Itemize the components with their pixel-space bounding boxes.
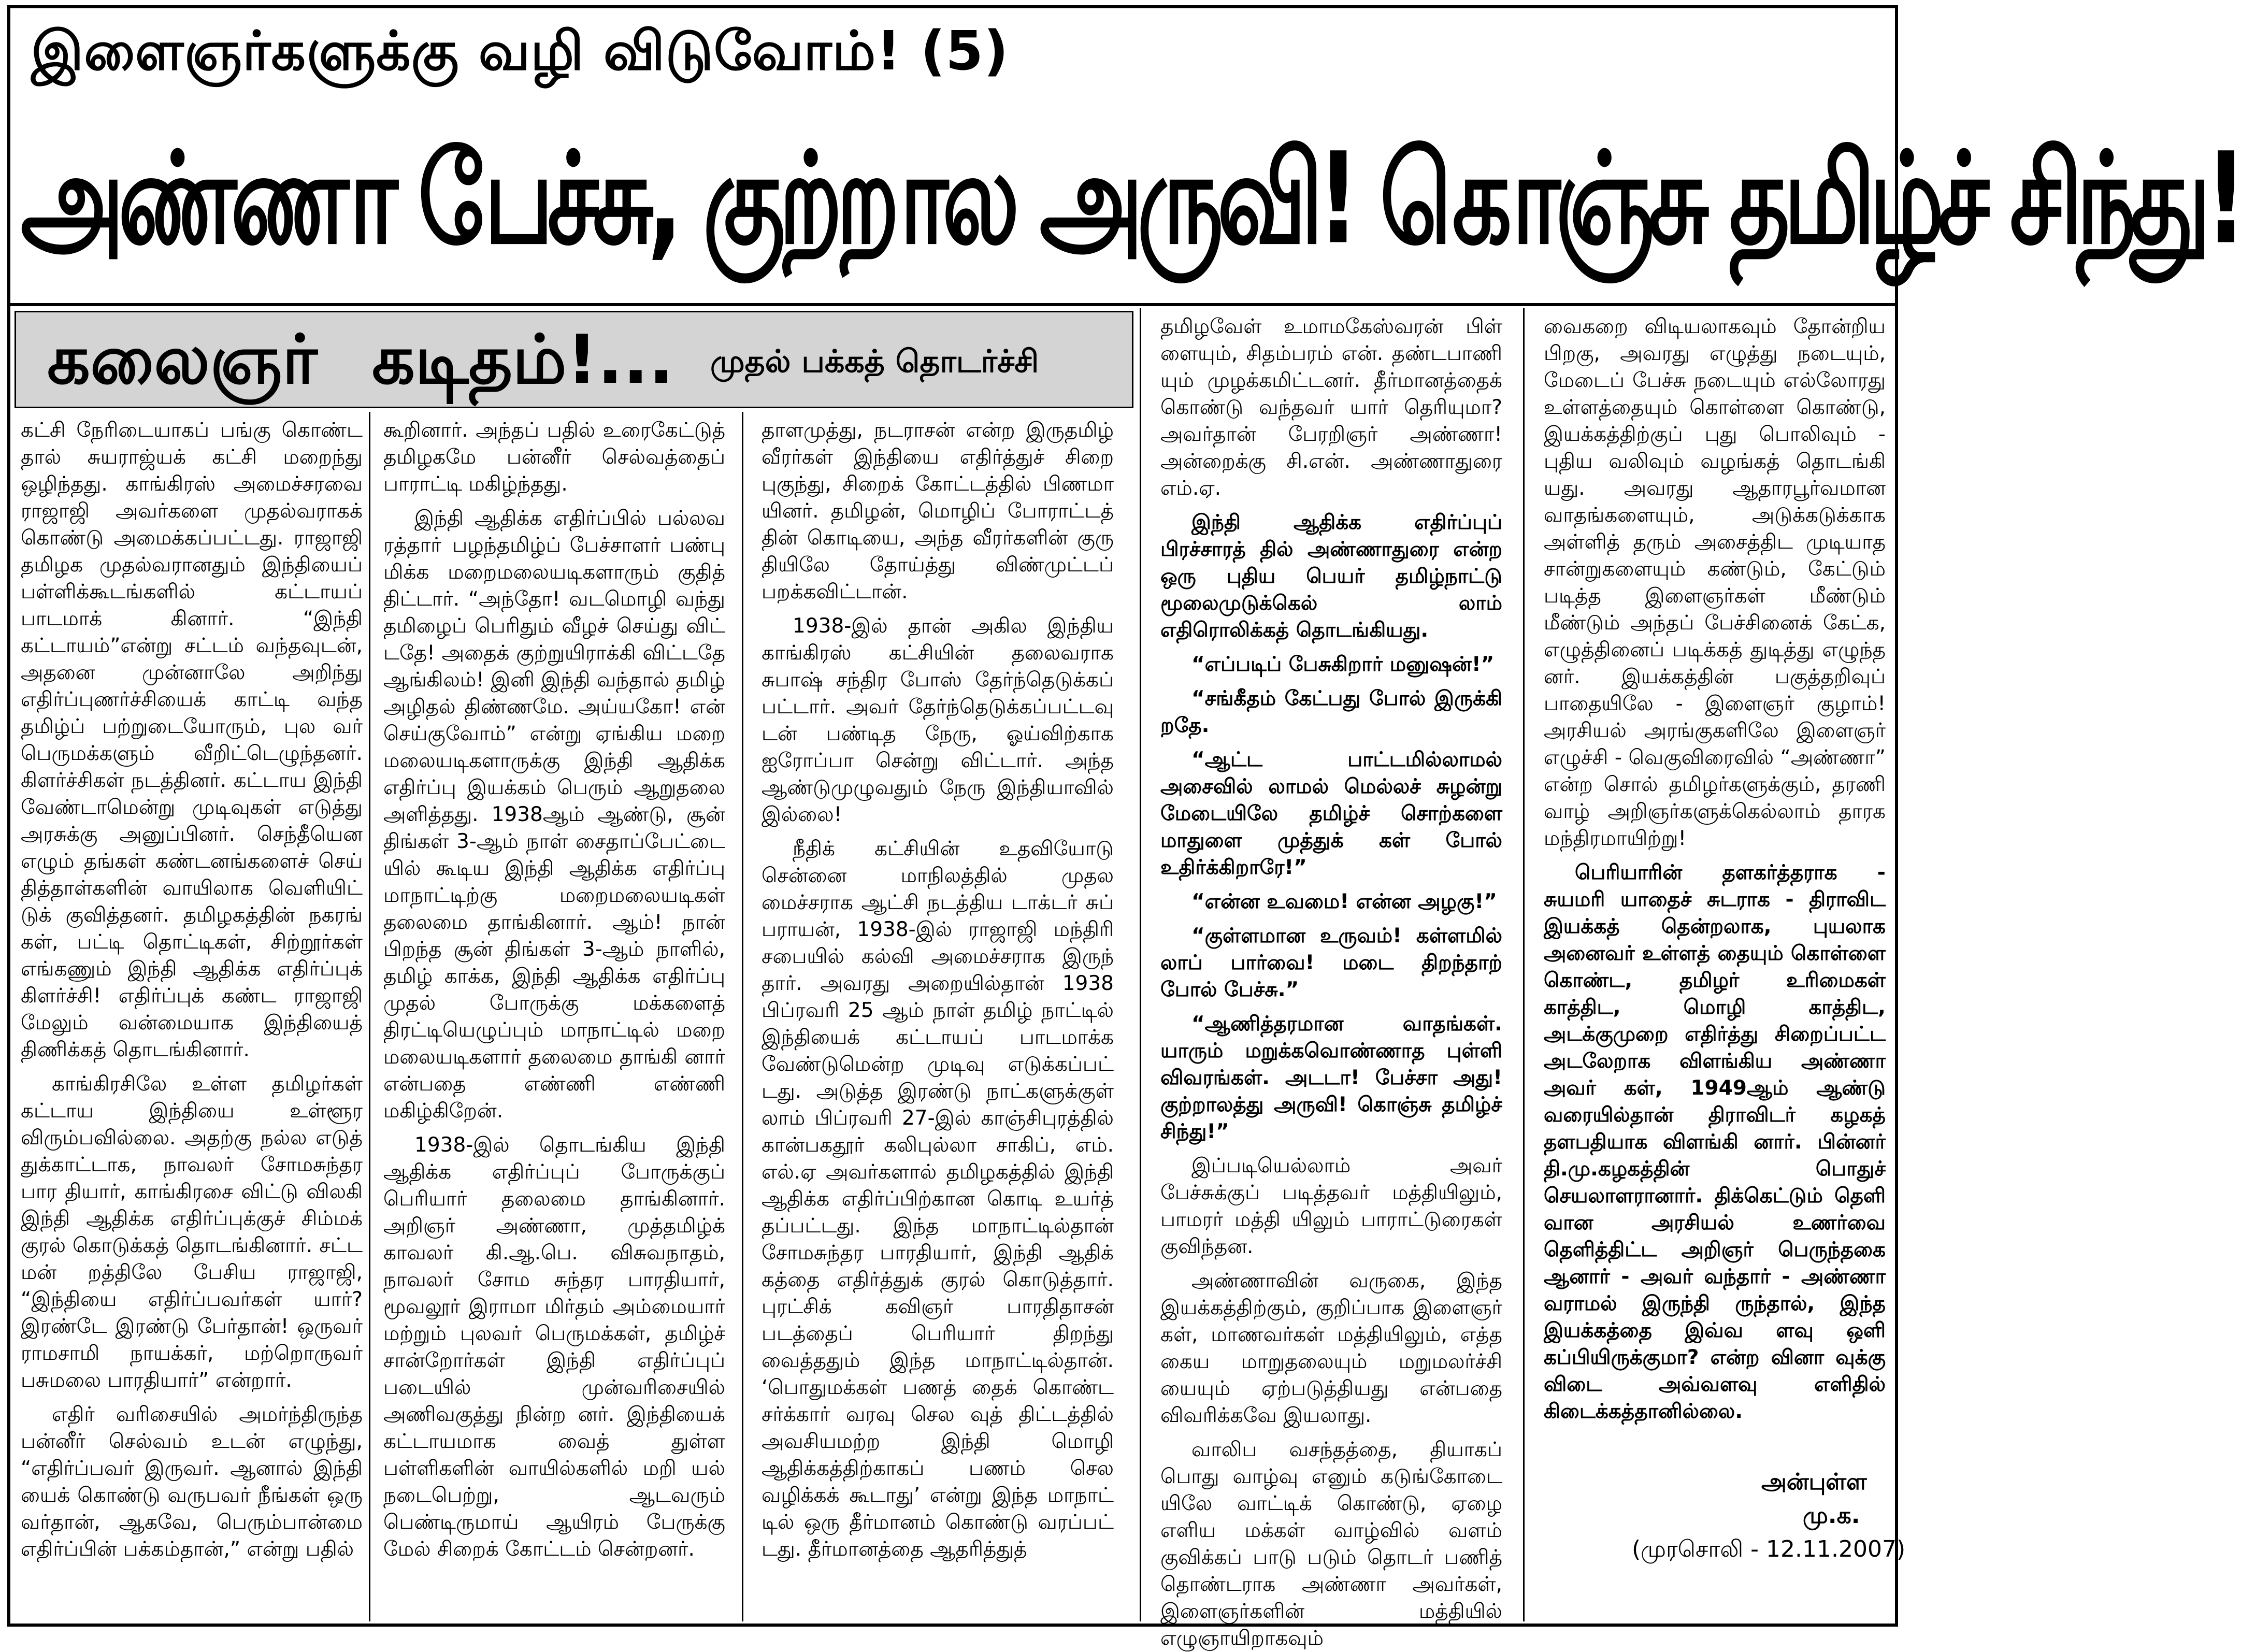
- quote-paragraph: “எப்படிப் பேசுகிறார் மனுஷன்!”: [1191, 653, 1495, 676]
- paragraph: தாளமுத்து, நடராசன் என்ற இருதமிழ் வீரர்கள் இந்தியை எதிர்த்துச் சிறை புகுந்து, சிறைக் கோட்டத்தில் பிணமா யினர். தமிழன், மொழிப் போராட்டத் தின் கொடியை, அந்த வீரர்களின் குரு தியிலே தோய்த்து விண்முட்டப் பறக்கவிட்டான்.: [762, 419, 1114, 604]
- paragraph: காங்கிரசிலே உள்ள தமிழர்கள் கட்டாய இந்தியை உள்ளூர விரும்பவில்லை. அதற்கு நல்ல எடுத் துக்காட்டாக, நாவலர் சோமசுந்தர பார தியார், காங்கிரசை விட்டு விலகி இந்தி ஆதிக்க எதிர்ப்புக்குச் சிம்மக் குரல் கொடுக்கத் தொடங்கினார். சட்ட மன் றத்திலே பேசிய ராஜாஜி, “இந்தியை எதிர்ப்பவர்கள் யார்? இரண்டே இரண்டு பேர்தான்! ஒருவர் ராமசாமி நாயக்கர், மற்றொருவர் பசுமலை பாரதியார்” என்றார்.: [21, 1072, 363, 1392]
- paragraph: கட்சி நேரிடையாகப் பங்கு கொண்ட தால் சுயராஜ்யக் கட்சி மறைந்து ஒழிந்தது. காங்கிரஸ் அமைச்சரவை ராஜாஜி அவர்களை முதல்வராகக் கொண்டு அமைக்கப்பட்டது. ராஜாஜி தமிழக முதல்வரானதும் இந்தியைப் பள்ளிக்கூடங்களில் கட்டாயப் பாடமாக் கினார். “இந்தி கட்டாயம்”என்று சட்டம் வந்தவுடன், அதனை முன்னாலே அறிந்து எதிர்ப்புணர்ச்சியைக் காட்டி வந்த தமிழ்ப் பற்றுடையோரும், புல வர் பெருமக்களும் வீறிட்டெழுந்தனர். கிளர்ச்சிகள் நடத்தினர். கட்டாய இந்தி வேண்டாமென்று முடிவுகள் எடுத்து அரசுக்கு அனுப்பினர். செந்தீயென எழும் தங்கள் கண்டனங்களைச் செய் தித்தாள்களின் வாயிலாக வெளியிட் டுக் குவித்தனர். தமிழகத்தின் நகரங் கள், பட்டி தொட்டிகள், சிற்றூர்கள் எங்கணும் இந்தி ஆதிக்க எதிர்ப்புக் கிளர்ச்சி! எதிர்ப்புக் கண்ட ராஜாஜி மேலும் வன்மையாக இந்தியைத் திணிக்கத் தொடங்கினார்.: [21, 419, 363, 1061]
- paragraph: இந்தி ஆதிக்க எதிர்ப்பில் பல்லவ ரத்தாா் பழந்தமிழ்ப் பேச்சாளர் பண்பு மிக்க மறைமலையடிகளாரும் குதித் திட்டார். “அந்தோ! வடமொழி வந்து தமிழைப் பெரிதும் வீழச் செய்து விட் டதே! அதைக் குற்றுயிராக்கி விட்டதே ஆங்கிலம்! இனி இந்தி வந்தால் தமிழ் அழிதல் திண்ணமே. அய்யகோ! என் செய்குவோம்” என்று ஏங்கிய மறை மலையடிகளாருக்கு இந்தி ஆதிக்க எதிர்ப்பு இயக்கம் பெரும் ஆறுதலை அளித்தது. 1938ஆம் ஆண்டு, சூன் திங்கள் 3-ஆம் நாள் சைதாப்பேட்டை யில் கூடிய இந்தி ஆதிக்க எதிர்ப்பு மாநாட்டிற்கு மறைமலையடிகள் தலைமை தாங்கினார். ஆம்! நான் பிறந்த சூன் திங்கள் 3-ஆம் நாளில், தமிழ் காக்க, இந்தி ஆதிக்க எதிர்ப்பு முதல் போருக்கு மக்களைத் திரட்டியெழுப்பும் மாநாட்டில் மறை மலையடிகளார் தலைமை தாங்கி னார் என்பதை எண்ணி எண்ணி மகிழ்கிறேன்.: [383, 507, 725, 1123]
- quote-paragraph: “குள்ளமான உருவம்! கள்ளமில் லாப் பார்வை! மடை திறந்தாற் போல் பேச்சு.”: [1160, 924, 1502, 1001]
- section-banner: [15, 311, 1133, 408]
- paragraph: இப்படியெல்லாம் அவர் பேச்சுக்குப் படித்தவர் மத்தியிலும், பாமரர் மத்தி யிலும் பாராட்டுரைகள் குவிந்தன.: [1160, 1154, 1502, 1258]
- page-headline: அண்ணா பேச்சு, குற்றால அருவி! கொஞ்சு தமிழ்ச் சிந்து!: [21, 126, 2241, 272]
- quote-paragraph: “ஆணித்தரமான வாதங்கள். யாரும் மறுக்கவொண்ணாத புள்ளி விவரங்கள். அடடா! பேச்சா அது! குற்றாலத்து அருவி! கொஞ்சு தமிழ்ச் சிந்து!”: [1160, 1012, 1502, 1143]
- article-column-1: [21, 417, 363, 1608]
- paragraph: எதிர் வரிசையில் அமர்ந்திருந்த பன்னீர் செல்வம் உடன் எழுந்து, “எதிர்ப்பவர் இருவர். ஆனால் இந்தி யைக் கொண்டு வருபவர் நீங்கள் ஒரு வர்தான், ஆகவே, பெரும்பான்மை எதிர்ப்பின் பக்கம்தான்,” என்று பதில்: [21, 1403, 363, 1561]
- paragraph: கூறினார். அந்தப் பதில் உரைகேட்டுத் தமிழகமே பன்னீர் செல்வத்தைப் பாராட்டி மகிழ்ந்தது.: [383, 419, 725, 496]
- paragraph: வாலிப வசந்தத்தை, தியாகப் பொது வாழ்வு எனும் கடுங்கோடை யிலே வாட்டிக் கொண்டு, ஏழை எளிய மக்கள் வாழ்வில் வளம் குவிக்கப் பாடு படும் தொடர் பணித் தொண்டராக அண்ணா அவர்கள், இளைஞர்களின் மத்தியில் எழுஞாயிறாகவும்: [1160, 1438, 1502, 1650]
- series-kicker: இளைஞர்களுக்கு வழி விடுவோம்! (5): [31, 19, 1009, 82]
- signoff-initials: மு.க.: [1803, 1502, 1860, 1529]
- quote-paragraph: “சங்கீதம் கேட்பது போல் இருக்கி றதே.: [1160, 687, 1502, 737]
- paragraph: தமிழவேள் உமாமகேஸ்வரன் பிள் ளையும், சிதம்பரம் என். தண்டபாணி யும் முழக்கமிட்டனர். தீர்மானத்தைக் கொண்டு வந்தவர் யார் தெரியுமா? அவர்தான் பேரறிஞர் அண்ணா! அன்றைக்கு சி.என். அண்ணாதுரை எம்.ஏ.: [1160, 315, 1502, 500]
- paragraph: பெரியாரின் தளகர்த்தராக - சுயமரி யாதைச் சுடராக - திராவிட இயக்கத் தென்றலாக, புயலாக அனைவர் உள்ளத் தையும் கொள்ளை கொண்ட, தமிழர் உரிமைகள் காத்திட, மொழி காத்திட, அடக்குமுறை எதிர்த்து சிறைப்பட்ட அடலேறாக விளங்கிய அண்ணா அவர் கள், 1949ஆம் ஆண்டு வரையில்தான் திராவிடர் கழகத் தளபதியாக விளங்கி னார். பின்னர் தி.மு.கழகத்தின் பொதுச் செயலாளரானார். திக்கெட்டும் தெளி வான அரசியல் உணர்வை தெளித்திட்ட அறிஞர் பெருந்தகை ஆனார் - அவர் வந்தார் - அண்ணா வராமல் இருந்தி ருந்தால், இந்த இயக்கத்தை இவ்வ ளவு ஒளி கப்பியிருக்குமா? என்ற வினா வுக்கு விடை அவ்வளவு எளிதில் கிடைக்கத்தானில்லை.: [1544, 861, 1886, 1423]
- banner-title: கலைஞர் கடிதம்!...: [47, 320, 674, 399]
- article-column-3: [762, 417, 1114, 1608]
- header-divider: [7, 303, 1898, 306]
- banner-subtitle: முதல் பக்கத் தொடர்ச்சி: [710, 343, 1039, 380]
- paragraph: அண்ணாவின் வருகை, இந்த இயக்கத்திற்கும், குறிப்பாக இளைஞர் கள், மாணவர்கள் மத்தியிலும், எத்த கைய மாறுதலையும் மறுமலர்ச்சி யையும் ஏற்படுத்தியது என்பதை விவரிக்கவே இயலாது.: [1160, 1269, 1502, 1427]
- paragraph: 1938-இல் தொடங்கிய இந்தி ஆதிக்க எதிர்ப்புப் போருக்குப் பெரியார் தலைமை தாங்கினார். அறிஞர் அண்ணா, முத்தமிழ்க் காவலர் கி.ஆ.பெ. விசுவநாதம், நாவலர் சோம சுந்தர பாரதியார், மூவலூர் இராமா மிர்தம் அம்மையார் மற்றும் புலவர் பெருமக்கள், தமிழ்ச் சான்றோர்கள் இந்தி எதிர்ப்புப் படையில் முன்வரிசையில் அணிவகுத்து நின்ற னர். இந்தியைக் கட்டாயமாக வைத் துள்ள பள்ளிகளின் வாயில்களில் மறி யல் நடைபெற்று, ஆடவரும் பெண்டிருமாய் ஆயிரம் பேருக்கு மேல் சிறைக் கோட்டம் சென்றனர்.: [383, 1133, 725, 1561]
- article-column-2: [383, 417, 725, 1608]
- quote-paragraph: “என்ன உவமை! என்ன அழகு!”: [1191, 890, 1497, 913]
- signoff-salutation: அன்புள்ள: [1761, 1469, 1867, 1495]
- quote-paragraph: “ஆட்ட பாட்டமில்லாமல் அசைவில் லாமல் மெல்லச் சுழன்று மேடையிலே தமிழ்ச் சொற்களை மாதுளை முத்துக் கள் போல் உதிர்க்கிறாரே!”: [1160, 748, 1502, 879]
- article-column-5: [1544, 313, 1886, 1463]
- article-column-4: [1160, 313, 1502, 1650]
- column-divider: [369, 412, 370, 1621]
- column-divider: [742, 412, 743, 1621]
- column-divider: [1140, 308, 1141, 1621]
- paragraph: 1938-இல் தான் அகில இந்திய காங்கிரஸ் கட்சியின் தலைவராக சுபாஷ் சந்திர போஸ் தேர்ந்தெடுக்கப் பட்டார். அவர் தேர்ந்தெடுக்கப்பட்டவு டன் பண்டித நேரு, ஓய்விற்காக ஐரோப்பா சென்று விட்டார். அந்த ஆண்டுமுழுவதும் நேரு இந்தியாவில் இல்லை!: [762, 614, 1114, 826]
- column-divider: [1523, 308, 1525, 1621]
- quote-paragraph: இந்தி ஆதிக்க எதிர்ப்புப் பிரச்சாரத் தில் அண்ணாதுரை என்ற ஒரு புதிய பெயர் தமிழ்நாட்டு மூலைமுடுக்கெல் லாம் எதிரொலிக்கத் தொடங்கியது.: [1160, 511, 1502, 642]
- paragraph: வைகறை விடியலாகவும் தோன்றிய பிறகு, அவரது எழுத்து நடையும், மேடைப் பேச்சு நடையும் எல்லோரது உள்ளத்தையும் கொள்ளை கொண்டு, இயக்கத்திற்குப் புது பொலிவும் - புதிய வலிவும் வழங்கத் தொடங்கி யது. அவரது ஆதாரபூர்வமான வாதங்களையும், அடுக்கடுக்காக அள்ளித் தரும் அசைத்திட முடியாத சான்றுகளையும் கண்டும், கேட்டும் படித்த இளைஞர்கள் மீண்டும் மீண்டும் அந்தப் பேச்சினைக் கேட்க, எழுத்தினைப் படிக்கத் துடித்து எழுந்த னர். இயக்கத்தின் பகுத்தறிவுப் பாதையிலே - இளைஞர் குழாம்! அரசியல் அரங்குகளிலே இளைஞர் எழுச்சி - வெகுவிரைவில் “அண்ணா” என்ற சொல் தமிழர்களுக்கும், தரணி வாழ் அறிஞர்களுக்கெல்லாம் தாரக மந்திரமாயிற்று!: [1544, 315, 1886, 850]
- source-citation: (முரசொலி - 12.11.2007): [1632, 1536, 1906, 1562]
- paragraph: நீதிக் கட்சியின் உதவியோடு சென்னை மாநிலத்தில் முதல மைச்சராக ஆட்சி நடத்திய டாக்டர் சுப் பராயன், 1938-இல் ராஜாஜி மந்திரி சபையில் கல்வி அமைச்சராக இருந் தார். அவரது அறையில்தான் 1938 பிப்ரவரி 25 ஆம் நாள் தமிழ் நாட்டில் இந்தியைக் கட்டாயப் பாடமாக்க வேண்டுமென்ற முடிவு எடுக்கப்பட் டது. அடுத்த இரண்டு நாட்களுக்குள் லாம் பிப்ரவரி 27-இல் காஞ்சிபுரத்தில் கான்பகதூர் கலிபுல்லா சாகிப், எம். எல்.ஏ அவர்களால் தமிழகத்தில் இந்தி ஆதிக்க எதிர்ப்பிற்கான கொடி உயர்த் தப்பட்டது. இந்த மாநாட்டில்தான் சோமசுந்தர பாரதியார், இந்தி ஆதிக் கத்தை எதிர்த்துக் குரல் கொடுத்தார். புரட்சிக் கவிஞர் பாரதிதாசன் படத்தைப் பெரியார் திறந்து வைத்ததும் இந்த மாநாட்டில்தான். ‘பொதுமக்கள் பணத் தைக் கொண்ட சர்க்கார் வரவு செல வுத் திட்டத்தில் அவசியமற்ற இந்தி மொழி ஆதிக்கத்திற்காகப் பணம் செல வழிக்கக் கூடாது’ என்று இந்த மாநாட் டில் ஒரு தீர்மானம் கொண்டு வரப்பட் டது. தீர்மானத்தை ஆதரித்துத்: [762, 837, 1114, 1561]
